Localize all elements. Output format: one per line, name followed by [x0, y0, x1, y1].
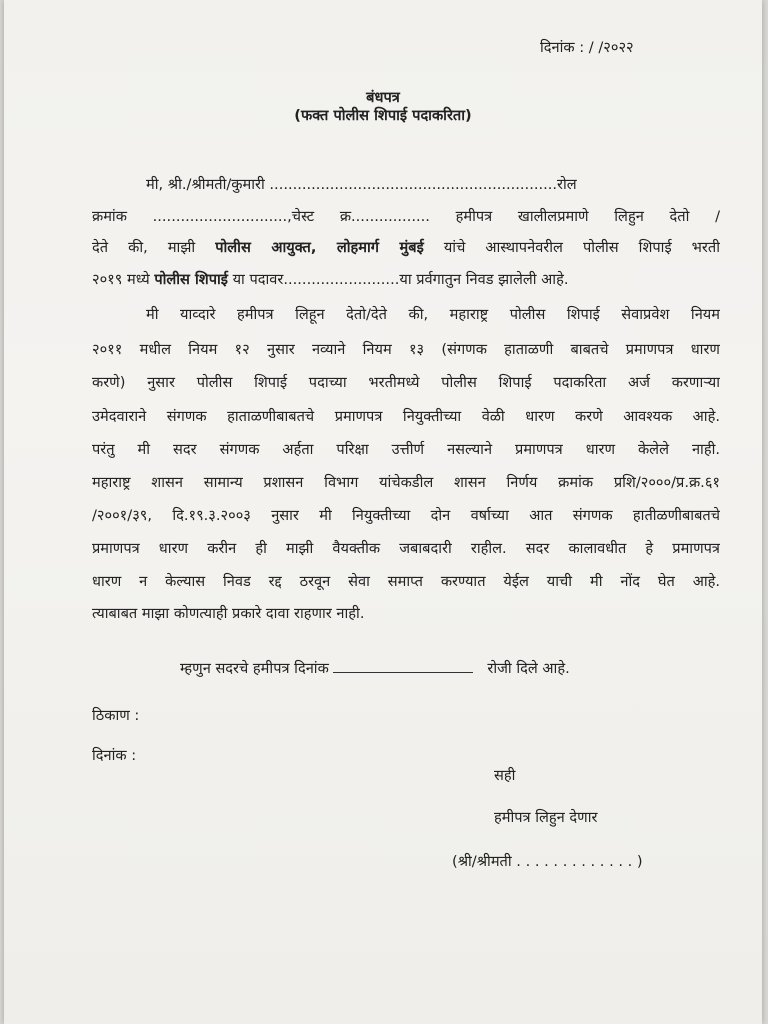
- para2-line: धारण न केल्यास निवड रद्द ठरवून सेवा समाप्त करण्यात येईल याची मी नोंद घेत आहे.: [92, 573, 720, 590]
- para2-line: २०११ मधील नियम १२ नुसार नव्याने नियम १३ (संगणक हाताळणी बाबतचे प्रमाणपत्र धारण: [92, 341, 720, 358]
- date-blank: [333, 658, 473, 673]
- para1-line1: मी, श्री./श्रीमती/कुमारी ..............................................................रोल: [146, 176, 577, 193]
- date-label: दिनांक :: [92, 747, 137, 764]
- signatory-name: (श्री/श्रीमती . . . . . . . . . . . . . ): [452, 853, 643, 870]
- para2-line: महाराष्ट्र शासन सामान्य प्रशासन विभाग यांचेकडील शासन निर्णय क्रमांक प्रशि/२०००/प्र.क्र.६१: [92, 474, 720, 491]
- para2-line: करणे) नुसार पोलीस शिपाई पदाच्या भरतीमध्ये पोलीस शिपाई पदाकरिता अर्ज करणाऱ्या: [92, 374, 720, 391]
- para2-last-line: त्याबाबत माझा कोणत्याही प्रकारे दावा राहणार नाही.: [92, 605, 365, 622]
- para1-line3: देते की, माझी पोलीस आयुक्त, लोहमार्ग मुंबई यांचे आस्थापनेवरील पोलीस शिपाई भरती: [92, 239, 720, 256]
- signatory-label: हमीपत्र लिहुन देणार: [494, 809, 598, 826]
- para2-line: /२००१/३९, दि.१९.३.२००३ नुसार मी नियुक्तीच्या दोन वर्षाच्या आत संगणक हातीळणीबाबतचे: [92, 507, 720, 524]
- para1-line4: २०१९ मध्ये पोलीस शिपाई या पदावर.........................या प्रर्वगातुन निवड झालेली आहे.: [92, 271, 569, 288]
- header-date: दिनांक : / /२०२२: [540, 39, 634, 56]
- place-label: ठिकाण :: [92, 707, 140, 724]
- para2-line: उमेदवाराने संगणक हाताळणीबाबतचे प्रमाणपत्र नियुक्तीच्या वेळी धारण करणे आवश्यक आहे.: [92, 408, 720, 425]
- para1-line2: क्रमांक .............................,चेस्ट क्र................. हमीपत्र खालीलप्रमाणे लिहुन देतो /: [92, 208, 720, 225]
- signature-label: सही: [494, 767, 516, 784]
- para2-line: परंतु मी सदर संगणक अर्हता परिक्षा उत्तीर्ण नसल्याने प्रमाणपत्र धारण केलेले नाही.: [92, 441, 720, 458]
- document-title: बंधपत्र: [366, 89, 400, 106]
- para2-line: मी याव्दारे हमीपत्र लिहून देतो/देते की, महाराष्ट्र पोलीस शिपाई सेवाप्रवेश नियम: [146, 306, 720, 323]
- document-subtitle: (फक्त पोलीस शिपाई पदाकरिता): [294, 107, 472, 124]
- closing-line: म्हणुन सदरचे हमीपत्र दिनांक रोजी दिले आहे.: [180, 660, 570, 677]
- document-page: [4, 0, 762, 1024]
- para2-line: प्रमाणपत्र धारण करीन ही माझी वैयक्तीक जबाबदारी राहील. सदर कालावधीत हे प्रमाणपत्र: [92, 540, 720, 557]
